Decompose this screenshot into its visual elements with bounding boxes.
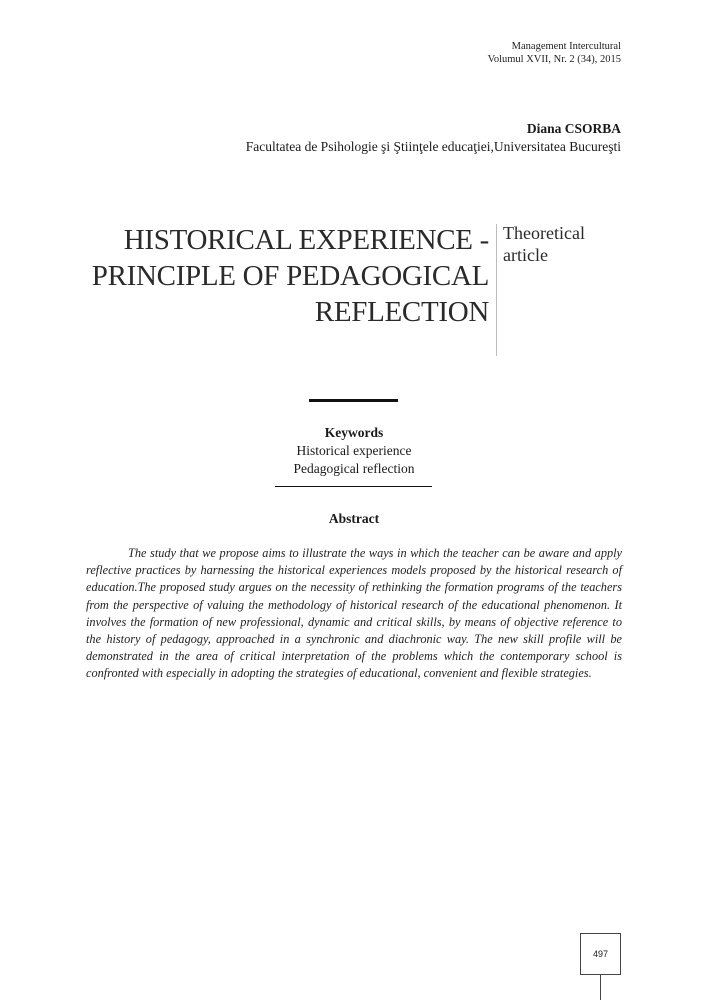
article-type-line: article — [503, 245, 548, 265]
keywords-top-rule — [309, 399, 398, 402]
keyword-item: Historical experience — [296, 443, 412, 458]
journal-header — [361, 40, 621, 66]
keywords-bottom-rule — [275, 486, 432, 487]
article-title — [49, 222, 489, 330]
page-number-box — [580, 933, 621, 975]
article-type-line: Theoretical — [503, 223, 585, 243]
title-line: HISTORICAL EXPERIENCE - — [123, 224, 489, 256]
abstract-heading: Abstract — [328, 511, 380, 526]
page-number: 497 — [592, 949, 609, 959]
title-divider — [496, 224, 497, 356]
author-block — [61, 120, 621, 156]
author-affiliation: Facultatea de Psihologie şi Ştiinţele educaţiei,Universitatea Bucureşti — [245, 139, 621, 154]
title-line: REFLECTION — [314, 296, 489, 328]
abstract-text: The study that we propose aims to illustrate the ways in which the teacher can be aware and apply reflective practices by harnessing the historical experiences models proposed by the historical research of education.The proposed study argues on the necessity of rethinking the formation programs of the teachers from the perspective of valuing the methodology of historical research of the educational phenomenon. It involves the formation of new professional, dynamic and critical skills, by means of objective reference to the history of pedagogy, approached in a synchronic and diachronic way. The new skill profile will be demonstrated in the area of critical interpretation of the problems which the contemporary school is confronted with especially in adopting the strategies of educational, convenient and flexible strategies. — [86, 546, 622, 681]
journal-volume: Volumul XVII, Nr. 2 (34), 2015 — [487, 54, 621, 65]
page-number-tail — [600, 975, 601, 1000]
title-line: PRINCIPLE OF PEDAGOGICAL — [91, 260, 489, 292]
author-name: Diana CSORBA — [526, 121, 621, 136]
keywords-heading: Keywords — [324, 425, 384, 440]
journal-name: Management Intercultural — [511, 41, 621, 52]
article-type — [503, 222, 643, 266]
keywords-section — [204, 424, 504, 478]
keyword-item: Pedagogical reflection — [293, 461, 415, 476]
